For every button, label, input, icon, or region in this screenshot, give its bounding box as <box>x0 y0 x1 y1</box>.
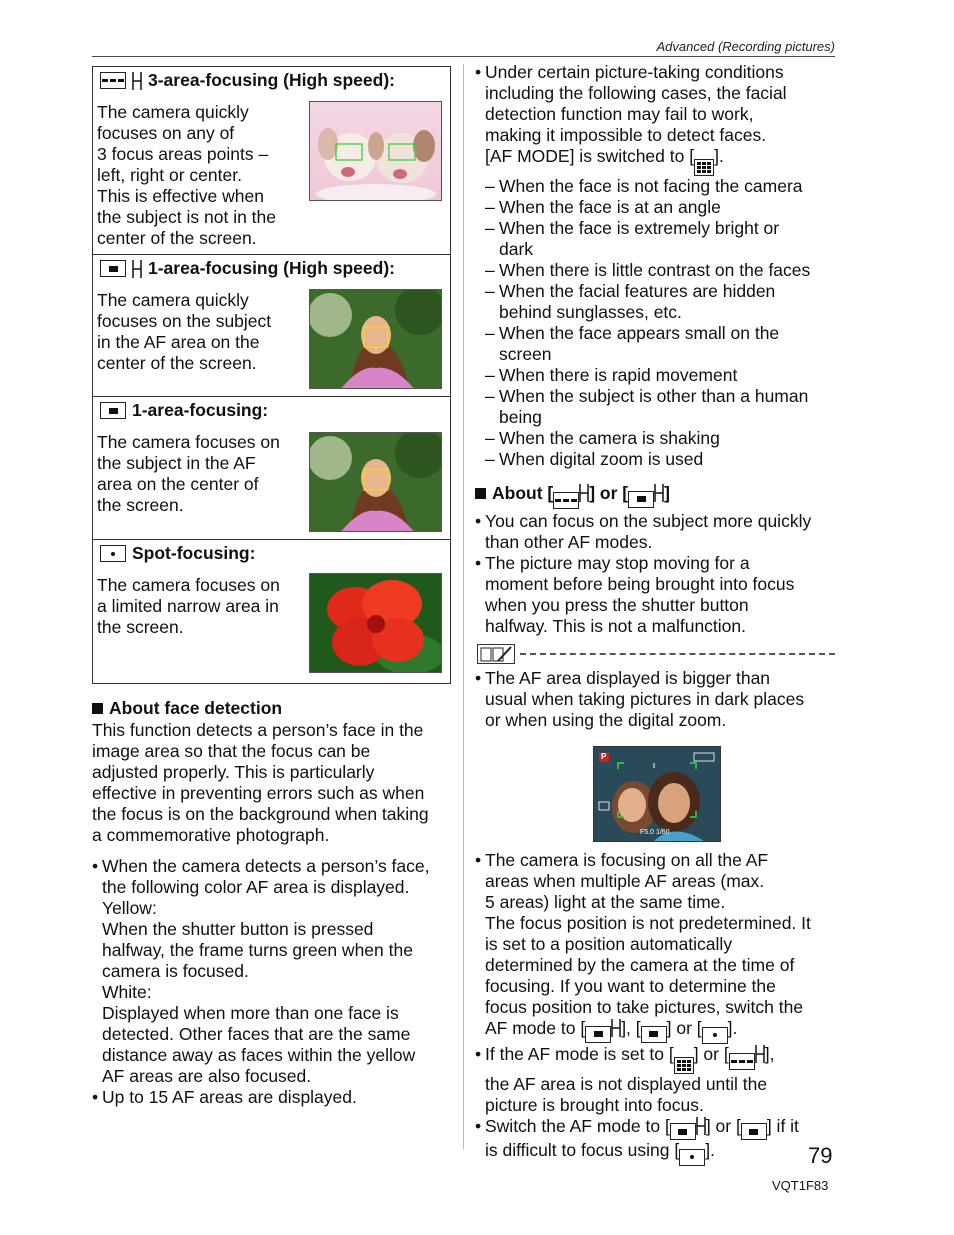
high-speed-icon <box>755 1045 765 1063</box>
high-speed-icon <box>132 260 142 278</box>
spot-af-icon <box>679 1149 705 1166</box>
3-area-af-icon <box>553 492 579 509</box>
mode-3-area-high-speed <box>93 67 450 255</box>
mode-title: Spot-focusing: <box>132 543 256 563</box>
condition-item: – When the facial features are hidden behind sunglasses, etc. <box>485 281 837 323</box>
mode-description: The camera quickly focuses on the subject in the AF area on the center of the screen. <box>97 290 272 373</box>
bullet-item: • The camera is focusing on all the AF areas when multiple AF areas (max. 5 areas) light at the same time. The focus position is not predetermined. It is set to a position automatically determined by the camera at the time of focusing. If you want to determine the focus position to take pictures, switch the AF mode to [ ], [ ] or [ ]. <box>475 850 837 1044</box>
bullet-item: • Switch the AF mode to [ ] or [ ] if it is difficult to focus using [ ]. <box>475 1116 837 1166</box>
note-section-2 <box>475 850 837 1166</box>
af-mode-table <box>92 66 451 684</box>
3-area-af-icon <box>729 1053 755 1070</box>
square-bullet-icon <box>92 703 103 714</box>
high-speed-icon <box>579 484 589 502</box>
condition-item: – When digital zoom is used <box>485 449 837 470</box>
af-tracking-icon <box>694 159 714 176</box>
3-area-af-icon <box>100 72 126 89</box>
bullet-item: • You can focus on the subject more quickly than other AF modes. <box>475 511 837 553</box>
camera-mode-label: P <box>601 752 607 761</box>
column-divider <box>463 64 464 1149</box>
mode-1-area <box>93 397 450 540</box>
mode-spot <box>93 540 450 683</box>
face-detection-section <box>92 698 452 1108</box>
spot-af-icon <box>702 1027 728 1044</box>
camera-lcd-screen <box>593 746 721 842</box>
1-area-af-icon <box>641 1026 667 1043</box>
hibiscus-photo <box>309 573 442 673</box>
1-area-af-icon <box>585 1026 611 1043</box>
condition-item: – When the face is not facing the camera <box>485 176 837 197</box>
bullet-item: • When the camera detects a person’s face, the following color AF area is displayed. Yellow: When the shutter button is pressed halfway, the frame turns green when the camera is focused. White: Displayed when more than one face is detected. Other faces that are the same distance away as faces within the yellow AF areas are also focused. <box>92 856 452 1087</box>
right-column <box>475 62 837 637</box>
bullet-item: • The picture may stop moving for a moment before being brought into focus when you press the shutter button halfway. This is not a malfunction. <box>475 553 837 637</box>
af-tracking-icon <box>674 1057 694 1074</box>
high-speed-icon <box>611 1019 621 1037</box>
note-icon <box>477 644 515 664</box>
bullet-item: • Under certain picture-taking conditions including the following cases, the facial detection function may fail to work, making it impossible to detect faces. [AF MODE] is switched to [ ]. – When the face is not facing the camera – When the face is at an angle – When the face is extremely bright or dark – When there is little contrast on the faces – When the facial features are hidden behind sunglasses, etc. – When the face appears small on the screen – When there is rapid movement – When the subject is other than a human being – When the camera is shaking – When digital zoom is used <box>475 62 837 470</box>
1-area-af-icon <box>100 260 126 277</box>
note-divider <box>520 653 835 655</box>
mode-1-area-high-speed <box>93 255 450 397</box>
condition-item: – When the face appears small on the screen <box>485 323 837 365</box>
bullet-item: • If the AF mode is set to [ ] or [ ], the AF area is not displayed until the picture is brought into focus. <box>475 1044 837 1116</box>
mode-description: The camera focuses on the subject in the AF area on the center of the screen. <box>97 432 280 515</box>
1-area-af-icon <box>100 402 126 419</box>
condition-item: – When the subject is other than a human being <box>485 386 837 428</box>
bullet-item: • Up to 15 AF areas are displayed. <box>92 1087 452 1108</box>
condition-item: – When the face is at an angle <box>485 197 837 218</box>
high-speed-icon <box>654 484 664 502</box>
woman-portrait-photo <box>309 289 442 389</box>
high-speed-icon <box>696 1117 706 1135</box>
document-code: VQT1F83 <box>772 1178 829 1193</box>
mode-description: The camera quickly focuses on any of 3 focus areas points – left, right or center. This is effective when the subject is not in the center of the screen. <box>97 102 276 248</box>
1-area-af-icon <box>628 491 654 508</box>
header-rule <box>92 56 835 57</box>
bullet-item: • The AF area displayed is bigger than usual when taking pictures in dark places or when using the digital zoom. <box>475 668 837 731</box>
square-bullet-icon <box>475 488 486 499</box>
woman-portrait-photo <box>309 432 442 532</box>
condition-item: – When there is little contrast on the faces <box>485 260 837 281</box>
1-area-af-icon <box>670 1123 696 1140</box>
condition-item: – When there is rapid movement <box>485 365 837 386</box>
about-heading: About [ ] or [ ] <box>475 483 837 509</box>
mode-title: 1-area-focusing: <box>132 400 269 420</box>
section-header: Advanced (Recording pictures) <box>656 39 835 54</box>
section-heading: About face detection <box>109 698 283 718</box>
condition-item: – When the camera is shaking <box>485 428 837 449</box>
high-speed-icon <box>132 72 142 90</box>
mode-description: The camera focuses on a limited narrow area in the screen. <box>97 575 280 637</box>
exposure-readout: F5.0 1/60 <box>640 829 670 836</box>
mode-title: 1-area-focusing (High speed): <box>148 258 395 278</box>
mode-title: 3-area-focusing (High speed): <box>148 70 395 90</box>
note-section <box>475 668 837 731</box>
condition-item: – When the face is extremely bright or dark <box>485 218 837 260</box>
face-detection-intro: This function detects a person’s face in the image area so that the focus can be adjusted properly. This is particularly effective in preventing errors such as when the focus is on the background when taking a commemorative photograph. <box>92 720 429 845</box>
puppies-photo <box>309 101 442 201</box>
spot-af-icon <box>100 545 126 562</box>
1-area-af-icon <box>741 1123 767 1140</box>
page-number: 79 <box>808 1143 833 1168</box>
